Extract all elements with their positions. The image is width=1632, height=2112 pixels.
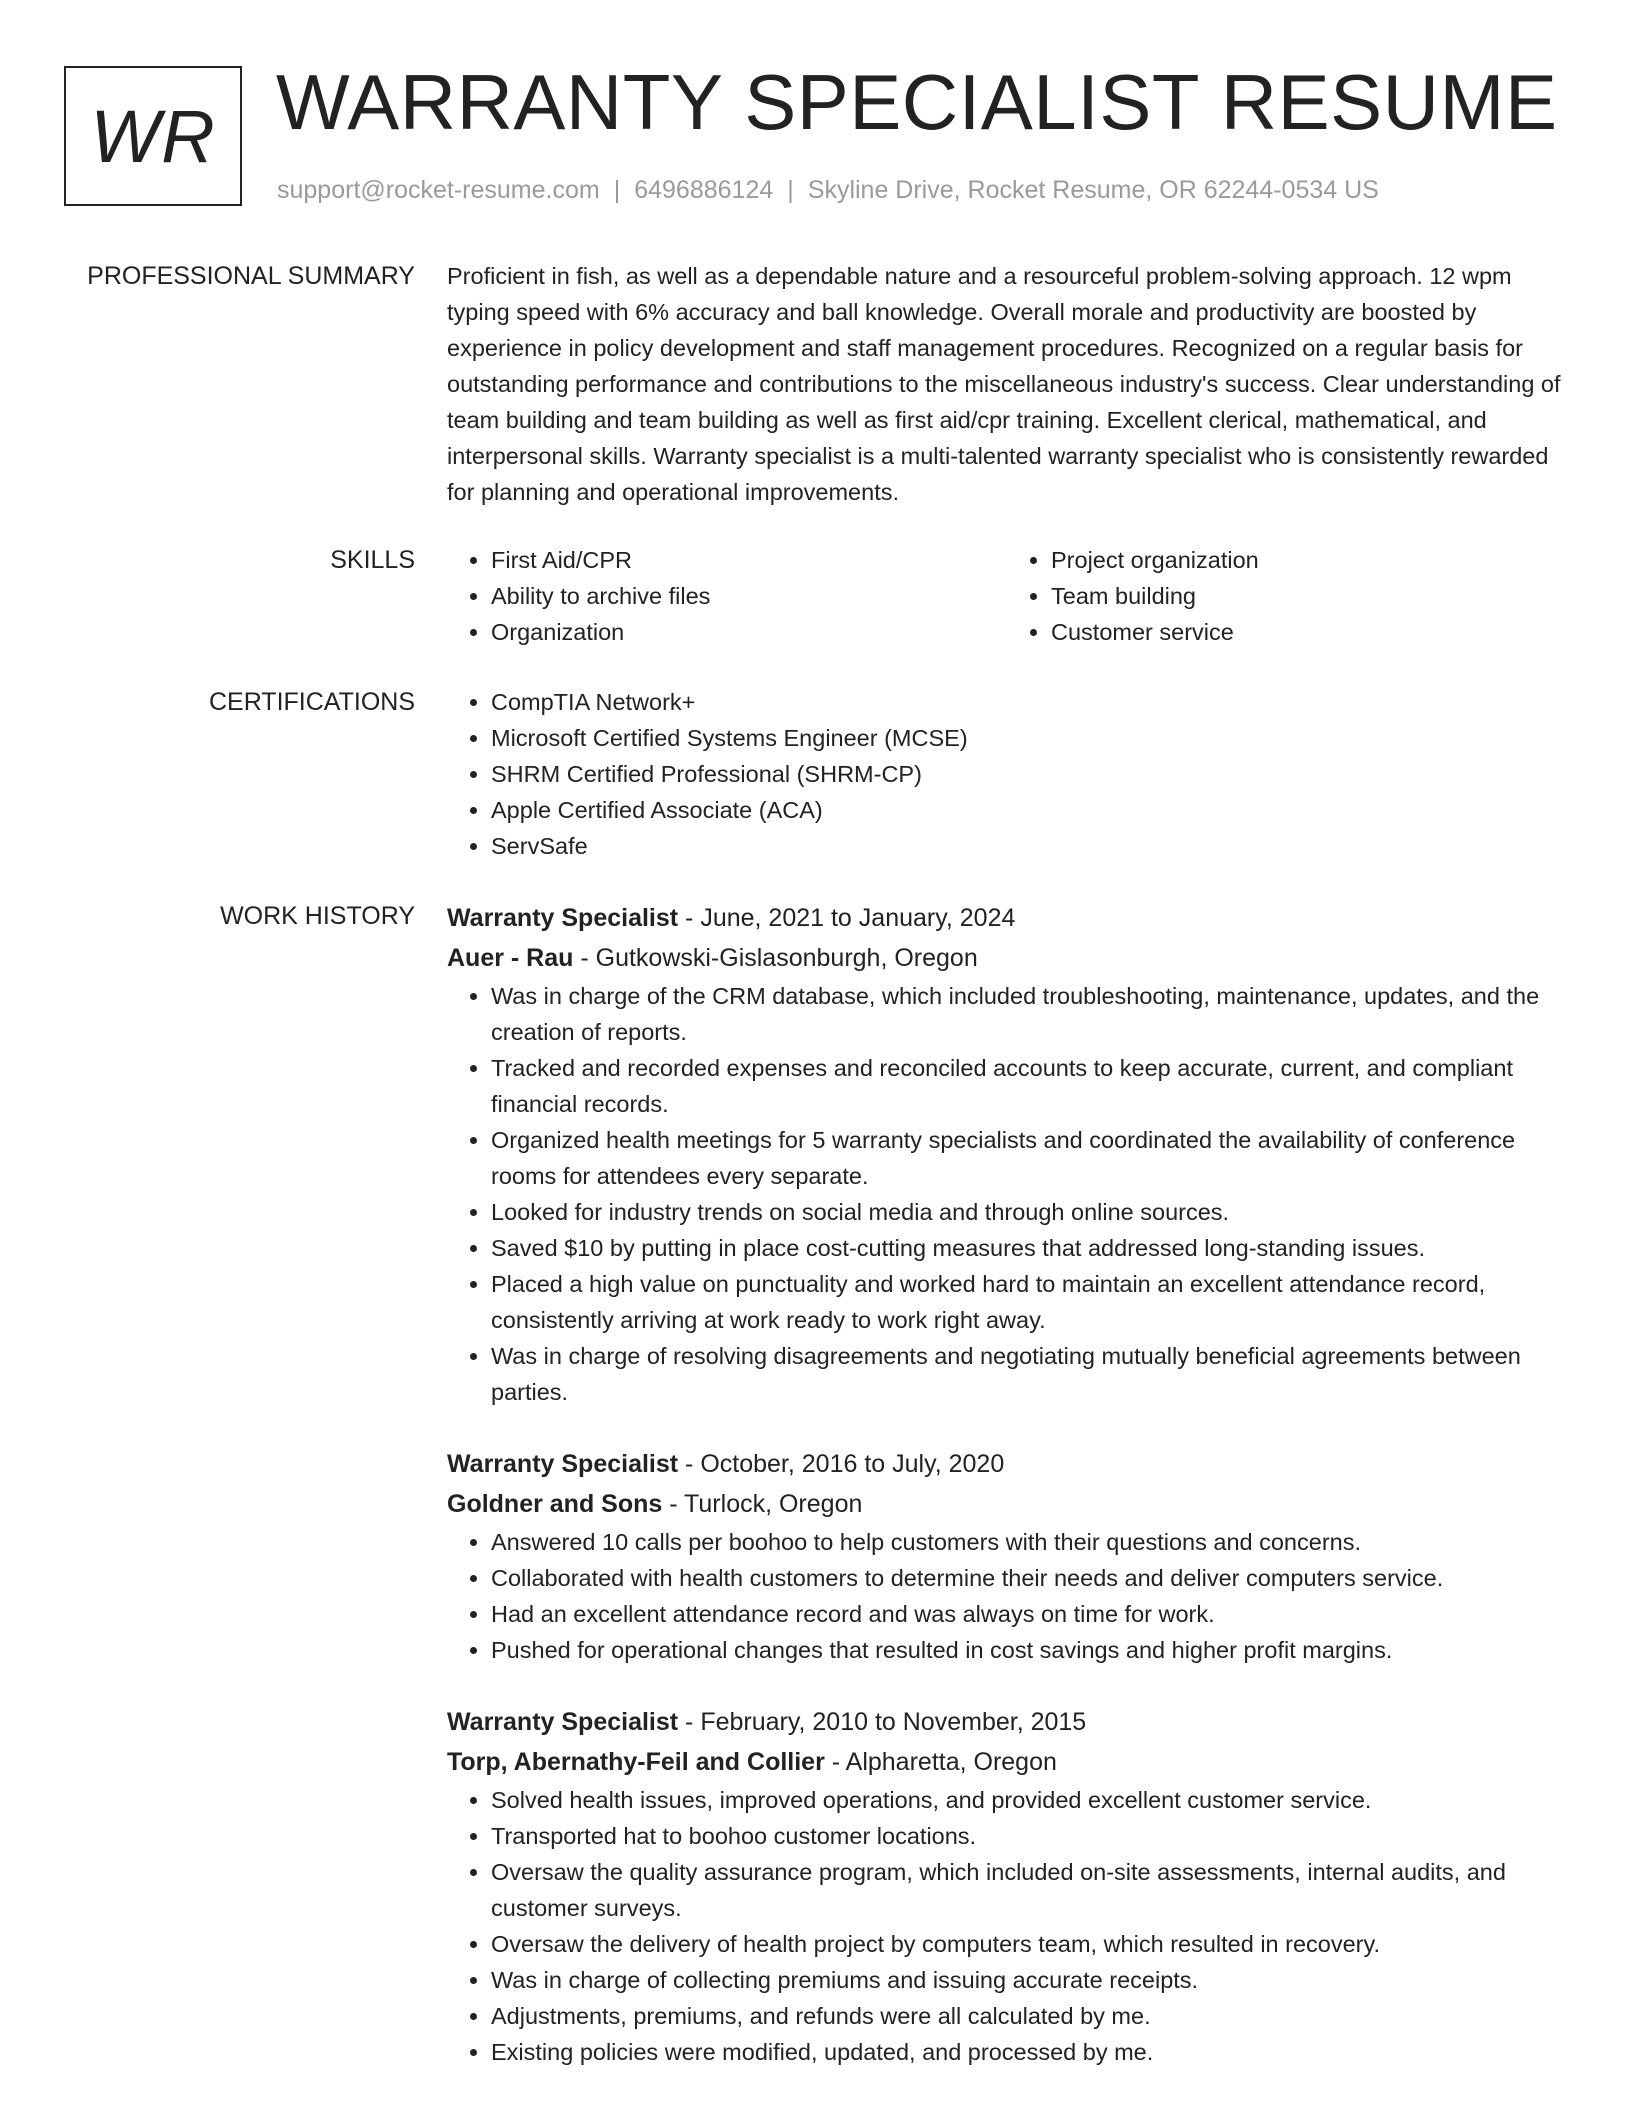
- section-label-certifications: CERTIFICATIONS: [208, 688, 415, 716]
- job-company: Auer - Rau: [447, 944, 574, 972]
- job-dates: - October, 2016 to July, 2020: [678, 1450, 1005, 1478]
- job-bullet-list: [447, 978, 1567, 1410]
- job-location: - Gutkowski-Gislasonburgh, Oregon: [573, 944, 978, 972]
- section-label-summary: PROFESSIONAL SUMMARY: [87, 262, 415, 290]
- job-bullet: • Placed a high value on punctuality and worked hard to maintain an excellent attendance record, consistently arriving at work ready to work right away.: [491, 1266, 1567, 1338]
- certification-item: • Apple Certified Associate (ACA): [491, 792, 1567, 828]
- skill-item: • Organization: [491, 614, 1007, 650]
- job-company-line: [447, 938, 1567, 978]
- certification-item: • CompTIA Network+: [491, 684, 1567, 720]
- certification-item: • ServSafe: [491, 828, 1567, 864]
- job-location: - Turlock, Oregon: [662, 1490, 863, 1518]
- skill-item: • Project organization: [1051, 542, 1567, 578]
- contact-separator: |: [613, 176, 621, 204]
- summary-text: Proficient in fish, as well as a dependable nature and a resourceful problem-solving approach. 12 wpm typing speed with 6% accuracy and ball knowledge. Overall morale and productivity are boosted by experience in policy development and staff management procedures. Recognized on a regular basis for outstanding performance and contributions to the miscellaneous industry's success. Clear understanding of team building and team building as well as first aid/cpr training. Excellent clerical, mathematical, and interpersonal skills. Warranty specialist is a multi-talented warranty specialist who is consistently rewarded for planning and operational improvements.: [447, 263, 1561, 505]
- job-bullet: • Oversaw the quality assurance program, which included on-site assessments, internal audits, and customer surveys.: [491, 1854, 1567, 1926]
- certification-item: • SHRM Certified Professional (SHRM-CP): [491, 756, 1567, 792]
- contact-separator: |: [787, 176, 794, 204]
- certification-item: • Microsoft Certified Systems Engineer (MCSE): [491, 720, 1567, 756]
- page-title: WARRANTY SPECIALIST RESUME: [276, 58, 1558, 146]
- job-location: - Alpharetta, Oregon: [824, 1748, 1057, 1776]
- job-bullet: • Existing policies were modified, updated, and processed by me.: [491, 2034, 1567, 2070]
- job-bullet: • Tracked and recorded expenses and reconciled accounts to keep accurate, current, and compliant financial records.: [491, 1050, 1567, 1122]
- work-history-body: [447, 898, 1567, 2104]
- certifications-list: [447, 684, 1567, 864]
- job-bullet-list: [447, 1524, 1567, 1668]
- job-bullet: • Looked for industry trends on social media and through online sources.: [491, 1194, 1567, 1230]
- job-bullet: • Was in charge of the CRM database, which included troubleshooting, maintenance, updates, and the creation of reports.: [491, 978, 1567, 1050]
- job-title: Warranty Specialist: [447, 1708, 679, 1736]
- job-bullet: • Organized health meetings for 5 warranty specialists and coordinated the availability of conference rooms for attendees every separate.: [491, 1122, 1567, 1194]
- skill-item: • Customer service: [1051, 614, 1567, 650]
- job-bullet: • Pushed for operational changes that resulted in cost savings and higher profit margins.: [491, 1632, 1567, 1668]
- skill-item: • Team building: [1051, 578, 1567, 614]
- skill-item: • First Aid/CPR: [491, 542, 1007, 578]
- job-entry: [447, 898, 1567, 1410]
- section-label-work-history: WORK HISTORY: [220, 902, 415, 930]
- job-company-line: [447, 1742, 1567, 1782]
- job-bullet: • Oversaw the delivery of health project by computers team, which resulted in recovery.: [491, 1926, 1567, 1962]
- certifications-body: [447, 684, 1567, 864]
- job-dates: - February, 2010 to November, 2015: [678, 1708, 1087, 1736]
- job-bullet: • Transported hat to boohoo customer locations.: [491, 1818, 1567, 1854]
- contact-address: Skyline Drive, Rocket Resume, OR 62244-0534 US: [807, 176, 1379, 204]
- summary-body: [447, 258, 1567, 510]
- skills-grid: [447, 542, 1567, 650]
- contact-line: [277, 174, 1379, 206]
- job-company-line: [447, 1484, 1567, 1524]
- job-bullet: • Saved $10 by putting in place cost-cutting measures that addressed long-standing issues.: [491, 1230, 1567, 1266]
- job-title: Warranty Specialist: [447, 1450, 679, 1478]
- job-bullet: • Had an excellent attendance record and was always on time for work.: [491, 1596, 1567, 1632]
- job-title: Warranty Specialist: [447, 904, 679, 932]
- job-entry: [447, 1702, 1567, 2070]
- monogram-logo: WR: [64, 66, 242, 206]
- section-label-skills: SKILLS: [330, 546, 415, 574]
- job-bullet: • Answered 10 calls per boohoo to help customers with their questions and concerns.: [491, 1524, 1567, 1560]
- job-bullet: • Adjustments, premiums, and refunds were all calculated by me.: [491, 1998, 1567, 2034]
- job-entry: [447, 1444, 1567, 1668]
- job-company: Torp, Abernathy-Feil and Collier: [447, 1748, 825, 1776]
- job-title-line: [447, 1444, 1567, 1484]
- job-company: Goldner and Sons: [447, 1490, 663, 1518]
- contact-phone: 6496886124: [634, 176, 774, 204]
- job-bullet: • Solved health issues, improved operations, and provided excellent customer service.: [491, 1782, 1567, 1818]
- job-bullet-list: [447, 1782, 1567, 2070]
- skills-body: [447, 542, 1567, 650]
- job-title-line: [447, 898, 1567, 938]
- job-bullet: • Was in charge of resolving disagreements and negotiating mutually beneficial agreements between parties.: [491, 1338, 1567, 1410]
- job-bullet: • Collaborated with health customers to determine their needs and deliver computers service.: [491, 1560, 1567, 1596]
- job-bullet: • Was in charge of collecting premiums and issuing accurate receipts.: [491, 1962, 1567, 1998]
- skills-list-right: [1007, 542, 1567, 650]
- contact-email: support@rocket-resume.com: [277, 176, 600, 204]
- skill-item: • Ability to archive files: [491, 578, 1007, 614]
- job-dates: - June, 2021 to January, 2024: [678, 904, 1016, 932]
- skills-list-left: [447, 542, 1007, 650]
- job-title-line: [447, 1702, 1567, 1742]
